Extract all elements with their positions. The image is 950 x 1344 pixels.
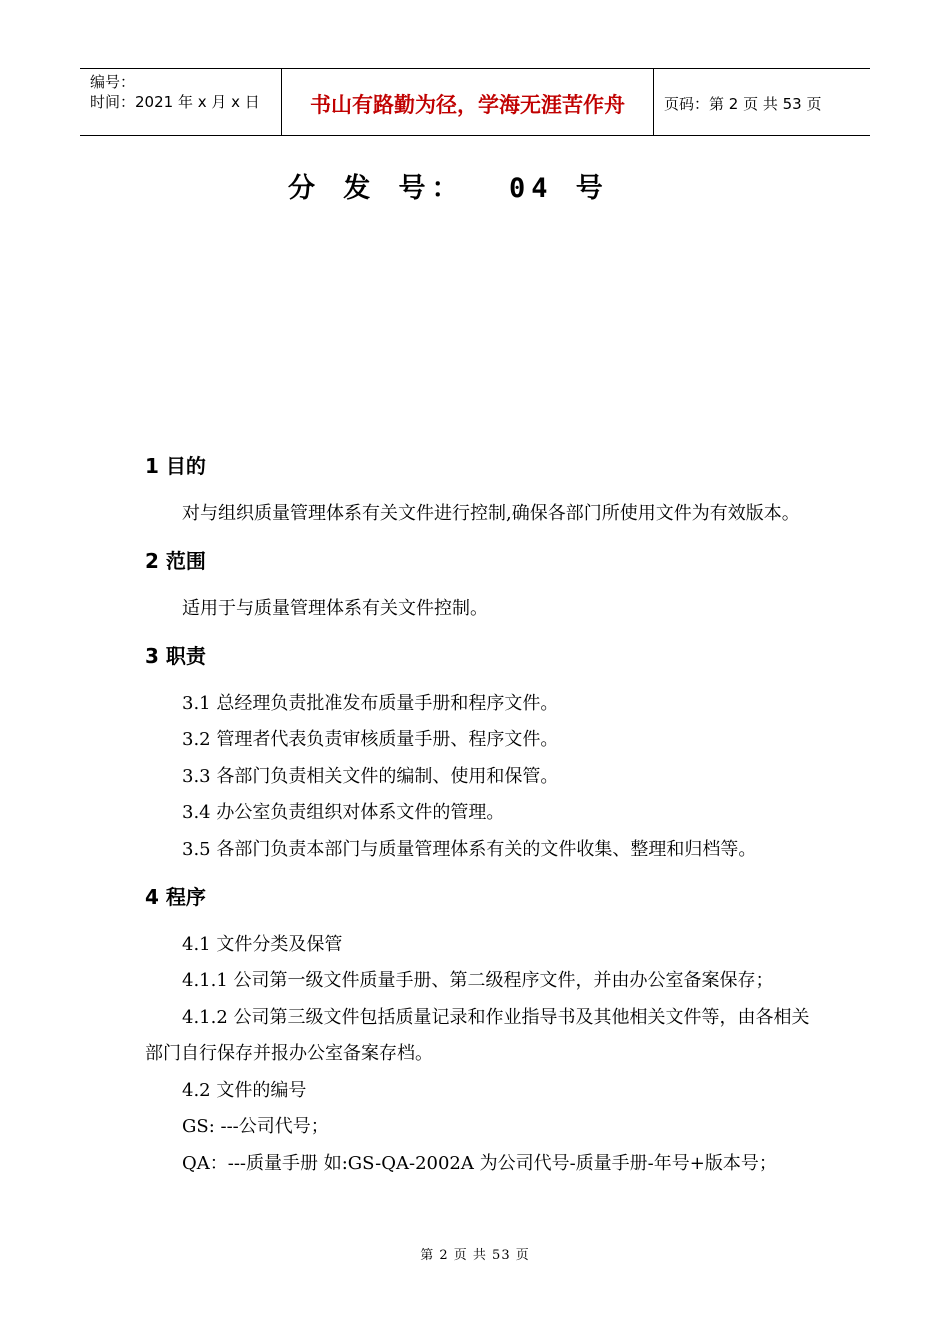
- paragraph: GS: ---公司代号；: [182, 1116, 329, 1137]
- section-title-responsibilities: 3 职责: [145, 644, 206, 668]
- section-title-purpose: 1 目的: [145, 454, 206, 478]
- paragraph: 3.1 总经理负责批准发布质量手册和程序文件。: [182, 692, 559, 714]
- document-date: 时间：2021 年 x 月 x 日: [90, 93, 260, 111]
- paragraph: 4.1.2 公司第三级文件包括质量记录和作业指导书及其他相关文件等，由各相关部门自行保存并报办公室备案存档。: [145, 1006, 810, 1064]
- distribution-number: 分 发 号： 04 号: [288, 173, 609, 204]
- paragraph: 4.1.1 公司第一级文件质量手册、第二级程序文件，并由办公室备案保存；: [182, 970, 774, 991]
- paragraph: 适用于与质量管理体系有关文件控制。: [182, 597, 488, 619]
- header-page-info: 页码：第 2 页 共 53 页: [664, 94, 822, 113]
- page-header: [80, 68, 870, 136]
- section-title-procedure: 4 程序: [145, 885, 206, 909]
- document-number-label: 编号：: [90, 73, 136, 91]
- header-motto: 书山有路勤为径，学海无涯苦作舟: [282, 69, 654, 135]
- paragraph: 3.3 各部门负责相关文件的编制、使用和保管。: [182, 765, 559, 787]
- paragraph: 4.2 文件的编号: [182, 1079, 307, 1101]
- paragraph: 3.5 各部门负责本部门与质量管理体系有关的文件收集、整理和归档等。: [182, 838, 757, 860]
- paragraph: 3.4 办公室负责组织对体系文件的管理。: [182, 802, 505, 823]
- paragraph: 4.1 文件分类及保管: [182, 933, 343, 955]
- document-body: [145, 448, 815, 1182]
- page-footer: 第 2 页 共 53 页: [420, 1248, 530, 1263]
- paragraph: 对与组织质量管理体系有关文件进行控制,确保各部门所使用文件为有效版本。: [182, 502, 800, 524]
- paragraph: QA：---质量手册 如:GS-QA-2002A 为公司代号-质量手册-年号+版本号；: [182, 1152, 777, 1174]
- header-meta: [80, 69, 282, 135]
- section-title-scope: 2 范围: [145, 549, 206, 573]
- paragraph: 3.2 管理者代表负责审核质量手册、程序文件。: [182, 729, 559, 750]
